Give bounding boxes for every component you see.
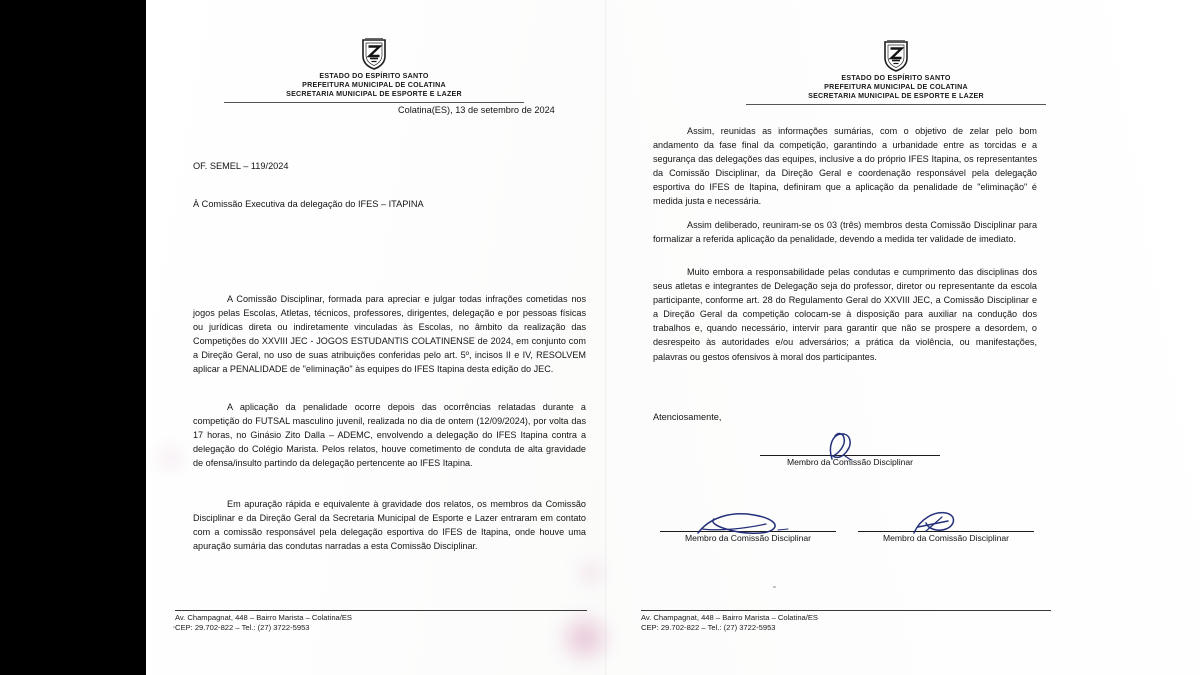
letterhead-divider (224, 102, 524, 103)
scan-speck (773, 586, 776, 588)
signature-block-2 (660, 531, 836, 543)
coat-of-arms-icon (360, 36, 388, 70)
footer-divider-page-2 (641, 610, 1051, 611)
letterhead-line-state: ESTADO DO ESPÍRITO SANTO (319, 72, 429, 80)
footer-page-2 (641, 610, 1051, 633)
page-2-paragraph-2: Assim deliberado, reuniram-se os 03 (três) membros desta Comissão Disciplinar para formalizar a referida aplicação da penalidade, devendo a medida ter validade de imediato. (653, 220, 1037, 245)
footer-page-1 (175, 610, 587, 633)
page-2-paragraph-3: Muito embora a responsabilidade pelas condutas e cumprimento das disciplinas dos seus atletas e integrantes de Delegação seja do professor, diretor ou representante da escola participante, conforme art. 28 do Regulamento Geral do XXVIII JEC, a Comissão Disciplinar e a Direção Geral da competição colocam-se à disposição para auxiliar na condução dos trabalhos e, quando necessário, intervir para garantir que não se prospere a desordem, o desrespeito às autoridades e/ou adversários; a prática da violência, ou manifestações, palavras ou gestos ofensivos à moral dos participantes. (653, 267, 1037, 362)
footer-divider-page-1 (175, 610, 587, 611)
page-2-paragraph-1: Assim, reunidas as informações sumárias, com o objetivo de zelar pelo bom andamento da fase final da competição, garantindo a urbanidade entre as torcidas e a segurança das delegações das equipes, inclusive a do próprio IFES Itapina, os representantes da Comissão Disciplinar, da Direção Geral e coordenação responsável pela delegação esportiva do IFES de Itapina, definiram que a aplicação da penalidade de "eliminação" é medida justa e necessária. (653, 126, 1037, 207)
page-1-paragraph-2: A aplicação da penalidade ocorre depois das ocorrências relatadas durante a competição do FUTSAL masculino juvenil, realizada no dia de ontem (12/09/2024), por volta das 17 horas, no Ginásio Zito Dalla – ADEMC, envolvendo a delegação do IFES Itapina contra a delegação do Colégio Marista. Pelos relatos, houve cometimento de conduta de alta gravidade de ofensa/insulto partindo da delegação pertencente ao IFES Itapina. (193, 402, 586, 469)
signature-block-3 (858, 531, 1034, 543)
document-page-1 (146, 0, 605, 675)
letterhead-line-municipality: PREFEITURA MUNICIPAL DE COLATINA (302, 81, 446, 90)
document-reference: OF. SEMEL – 119/2024 (193, 161, 289, 171)
letterhead-page-2 (746, 38, 1046, 105)
letterhead-line-department: SECRETARIA MUNICIPAL DE ESPORTE E LAZER (808, 92, 984, 101)
signature-block-1 (760, 455, 940, 467)
signature-caption-3: Membro da Comissão Disciplinar (882, 533, 1010, 543)
footer-address-page-2: Av. Champagnat, 448 – Bairro Marista – Colatina/ES (641, 613, 818, 623)
footer-address-page-1: Av. Champagnat, 448 – Bairro Marista – Colatina/ES (175, 613, 352, 623)
page-seam (605, 0, 607, 675)
letterhead-line-department: SECRETARIA MUNICIPAL DE ESPORTE E LAZER (286, 90, 462, 99)
signature-caption-1: Membro da Comissão Disciplinar (786, 457, 914, 467)
letterhead-line-municipality: PREFEITURA MUNICIPAL DE COLATINA (824, 83, 968, 92)
addressee-line: À Comissão Executiva da delegação do IFES – ITAPINA (193, 199, 424, 209)
letterhead-page-1 (224, 36, 524, 103)
page-1-paragraph-3: Em apuração rápida e equivalente à gravidade dos relatos, os membros da Comissão Disciplinar e da Direção Geral da Secretaria Municipal de Esporte e Lazer entraram em contato com a comissão responsável pela delegação esportiva do IFES de Itapina, onde houve uma apuração sumária das condutas narradas a esta Comissão Disciplinar. (193, 499, 586, 552)
letterhead-divider (746, 104, 1046, 105)
page-1-paragraph-1: A Comissão Disciplinar, formada para apreciar e julgar todas infrações cometidas nos jogos pelas Escolas, Atletas, técnicos, professores, dirigentes, delegação e por pessoas físicas ou jurídicas direta ou indiretamente vinculadas às Escolas, no âmbito da realização das Competições do XXVIII JEC - JOGOS ESTUDANTIS COLATINENSE de 2024, em conjunto com a Direção Geral, no uso de suas atribuições conferidas pelo art. 5º, incisos II e IV, RESOLVEM aplicar a PENALIDADE de "eliminação" às equipes do IFES Itapina desta edição do JEC. (193, 294, 586, 375)
coat-of-arms-icon (882, 38, 910, 72)
letterhead-line-state: ESTADO DO ESPÍRITO SANTO (841, 74, 951, 82)
document-page-2 (605, 0, 1200, 675)
footer-contact-page-2: CEP: 29.702-822 – Tel.: (27) 3722-5953 (641, 622, 776, 632)
letterbox-bar-left (0, 0, 146, 675)
signature-caption-2: Membro da Comissão Disciplinar (684, 533, 812, 543)
closing-salutation: Atenciosamente, (653, 412, 722, 422)
footer-contact-page-1: CEP: 29.702-822 – Tel.: (27) 3722-5953 (175, 622, 310, 632)
date-line-page-1: Colatina(ES), 13 de setembro de 2024 (398, 105, 555, 115)
